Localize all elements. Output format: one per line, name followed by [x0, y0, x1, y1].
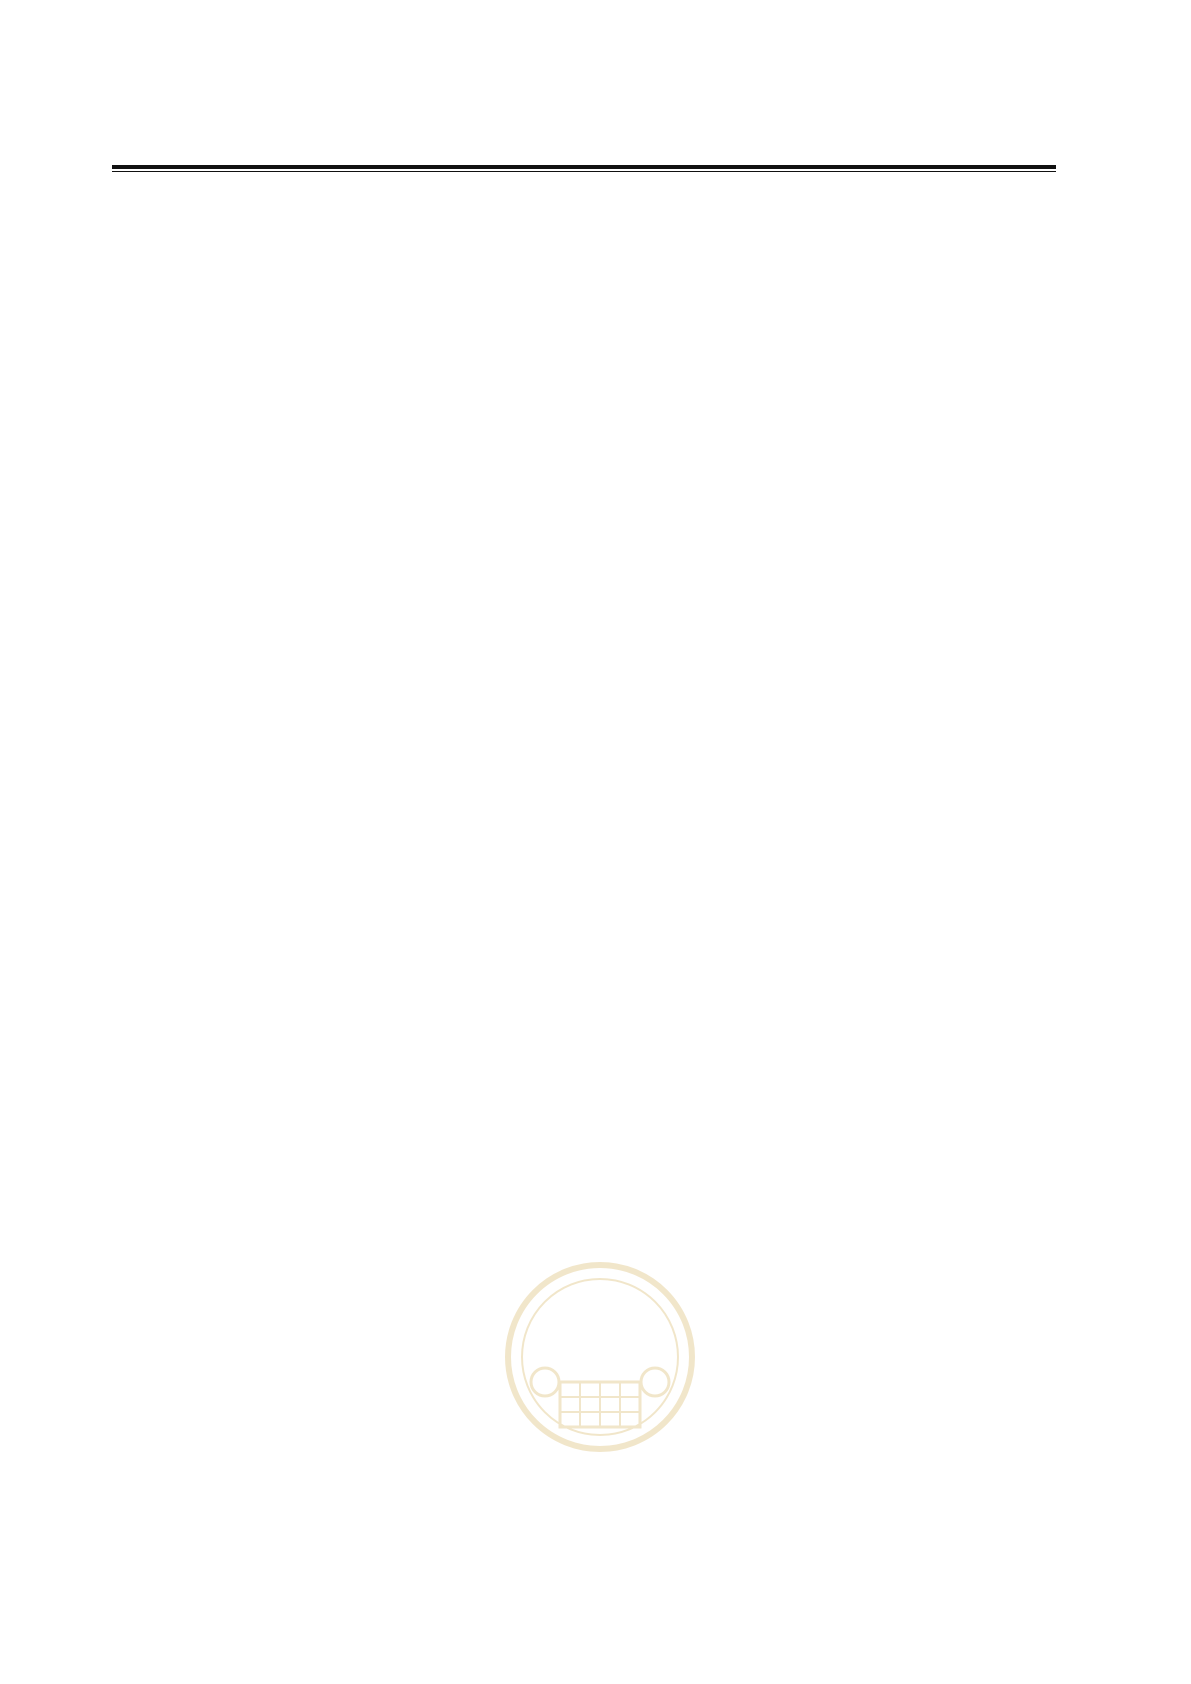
- header-rule-thick: [112, 165, 1056, 169]
- page-header: [112, 132, 1056, 162]
- watermark-logo: [490, 1252, 710, 1482]
- header-rule-thin: [112, 171, 1056, 172]
